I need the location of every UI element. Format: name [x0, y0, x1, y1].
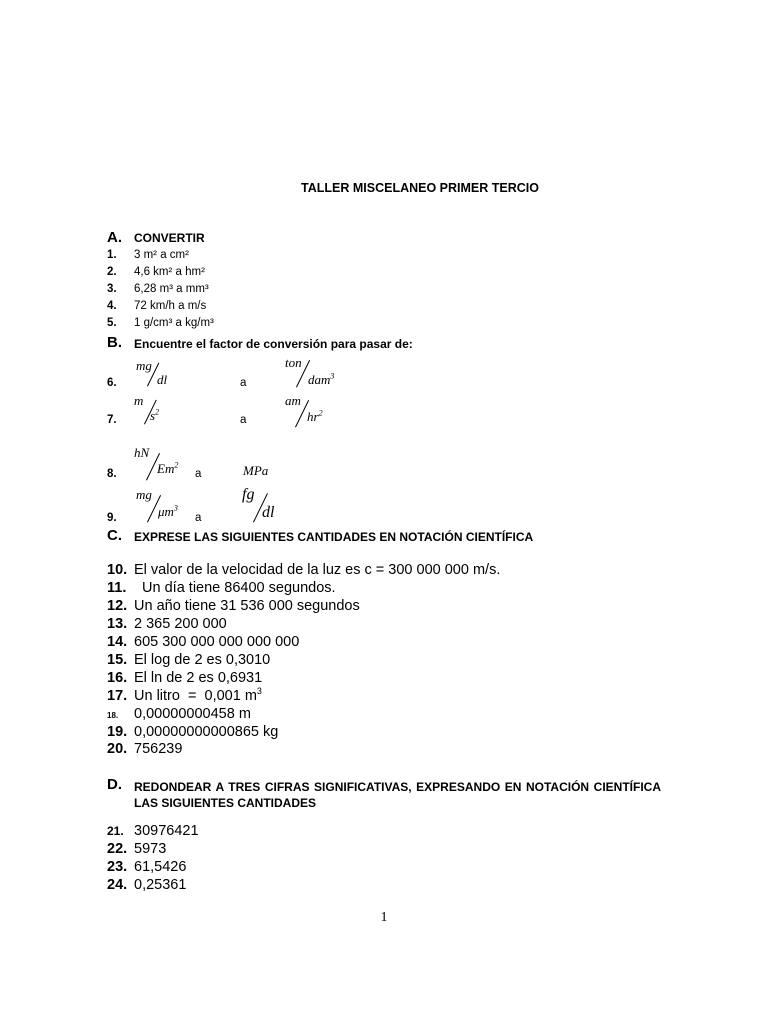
section-d-letter: D.: [107, 776, 122, 793]
exponent: 3: [330, 371, 335, 381]
section-b-letter: B.: [107, 334, 122, 351]
exponent: 2: [155, 407, 160, 417]
item-text: 5973: [134, 841, 167, 857]
item-text: 30976421: [134, 823, 199, 839]
item-number: 12.: [107, 598, 128, 614]
item-number: 15.: [107, 652, 128, 668]
fraction-denominator-base: μm: [158, 504, 174, 519]
item-number: 23.: [107, 859, 128, 875]
item-text: 605 300 000 000 000 000: [134, 634, 300, 650]
fraction-numerator: hN: [134, 445, 150, 460]
item-number: 9.: [107, 512, 117, 524]
section-a-letter: A.: [107, 229, 122, 246]
fraction-denominator: [150, 408, 159, 424]
item-text: 0,00000000000865 kg: [134, 724, 279, 740]
fraction-denominator: [158, 504, 178, 520]
fraction-denominator: [307, 409, 323, 425]
fraction-numerator: mg: [136, 358, 152, 373]
section-a-title: CONVERTIR: [134, 231, 205, 245]
item-number: 14.: [107, 634, 128, 650]
a-separator: a: [240, 377, 247, 389]
item-text: El log de 2 es 0,3010: [134, 652, 271, 668]
page-number: 1: [380, 910, 388, 925]
item-number: 7.: [107, 414, 117, 426]
mpa-unit: MPa: [243, 463, 269, 478]
item-number: 17.: [107, 688, 128, 704]
fraction-denominator-base: s: [150, 408, 156, 423]
fraction-denominator: [308, 372, 334, 388]
fraction-denominator-base: dam: [308, 372, 331, 387]
item-number: 16.: [107, 670, 128, 686]
fraction-numerator: ton: [285, 355, 302, 370]
item-number: 2.: [107, 266, 117, 278]
section-b-title: Encuentre el factor de conversión para pasar de:: [134, 337, 413, 351]
exponent: 2: [174, 460, 179, 470]
item-text: 1 g/cm³ a kg/m³: [134, 317, 214, 329]
item-number: 19.: [107, 724, 128, 740]
a-separator: a: [240, 414, 247, 426]
item-number: 8.: [107, 468, 117, 480]
item-number: 4.: [107, 300, 117, 312]
fraction-numerator: mg: [136, 487, 152, 502]
item-number: 1.: [107, 249, 117, 261]
section-c-title: EXPRESE LAS SIGUIENTES CANTIDADES EN NOTACIÓN CIENTÍFICA: [134, 530, 534, 544]
item-text: El ln de 2 es 0,6931: [134, 670, 263, 686]
item-number: 5.: [107, 317, 117, 329]
item-text: 3 m² a cm²: [134, 249, 189, 261]
fraction-denominator: [157, 461, 178, 477]
exponent: 3: [256, 686, 262, 697]
section-c-letter: C.: [107, 527, 122, 544]
item-number: 24.: [107, 877, 128, 893]
a-separator: a: [195, 512, 202, 524]
item-number: 20.: [107, 741, 128, 757]
fraction-denominator: dl: [157, 372, 168, 387]
fraction-denominator-base: hr: [307, 409, 319, 424]
item-text: 0,00000000458 m: [134, 706, 251, 722]
item-number: 13.: [107, 616, 128, 632]
fraction-denominator: dl: [262, 504, 275, 521]
item-number: 6.: [107, 377, 117, 389]
item-text: [134, 688, 262, 704]
item-text: 6,28 m³ a mm³: [134, 283, 209, 295]
item-text: 4,6 km² a hm²: [134, 266, 205, 278]
fraction-numerator: am: [285, 393, 301, 408]
item-text: Un día tiene 86400 segundos.: [134, 580, 336, 596]
item-text-main: Un litro = 0,001 m: [134, 688, 257, 704]
exponent: 2: [318, 408, 323, 418]
item-text: 2 365 200 000: [134, 616, 227, 632]
item-number: 18.: [107, 711, 119, 720]
item-text: 756239: [134, 741, 183, 757]
fraction-numerator: m: [134, 393, 144, 408]
item-number: 3.: [107, 283, 117, 295]
fraction-denominator-base: Em: [157, 461, 175, 476]
item-number: 21.: [107, 824, 124, 838]
item-number: 10.: [107, 562, 128, 578]
item-text: Un año tiene 31 536 000 segundos: [134, 598, 360, 614]
item-number: 11.: [107, 580, 127, 596]
section-d-title: REDONDEAR A TRES CIFRAS SIGNIFICATIVAS, EXPRESANDO EN NOTACIÓN CIENTÍFICA LAS SIGUIENTES CANTIDADES: [134, 780, 661, 810]
item-text: 72 km/h a m/s: [134, 300, 207, 312]
item-text: 61,5426: [134, 859, 187, 875]
item-number: 22.: [107, 841, 128, 857]
exponent: 3: [173, 503, 178, 513]
a-separator: a: [195, 468, 202, 480]
item-text: El valor de la velocidad de la luz es c = 300 000 000 m/s.: [134, 562, 501, 578]
fraction-numerator: fg: [242, 486, 255, 503]
item-text: 0,25361: [134, 877, 187, 893]
page-title: TALLER MISCELANEO PRIMER TERCIO: [301, 181, 539, 195]
